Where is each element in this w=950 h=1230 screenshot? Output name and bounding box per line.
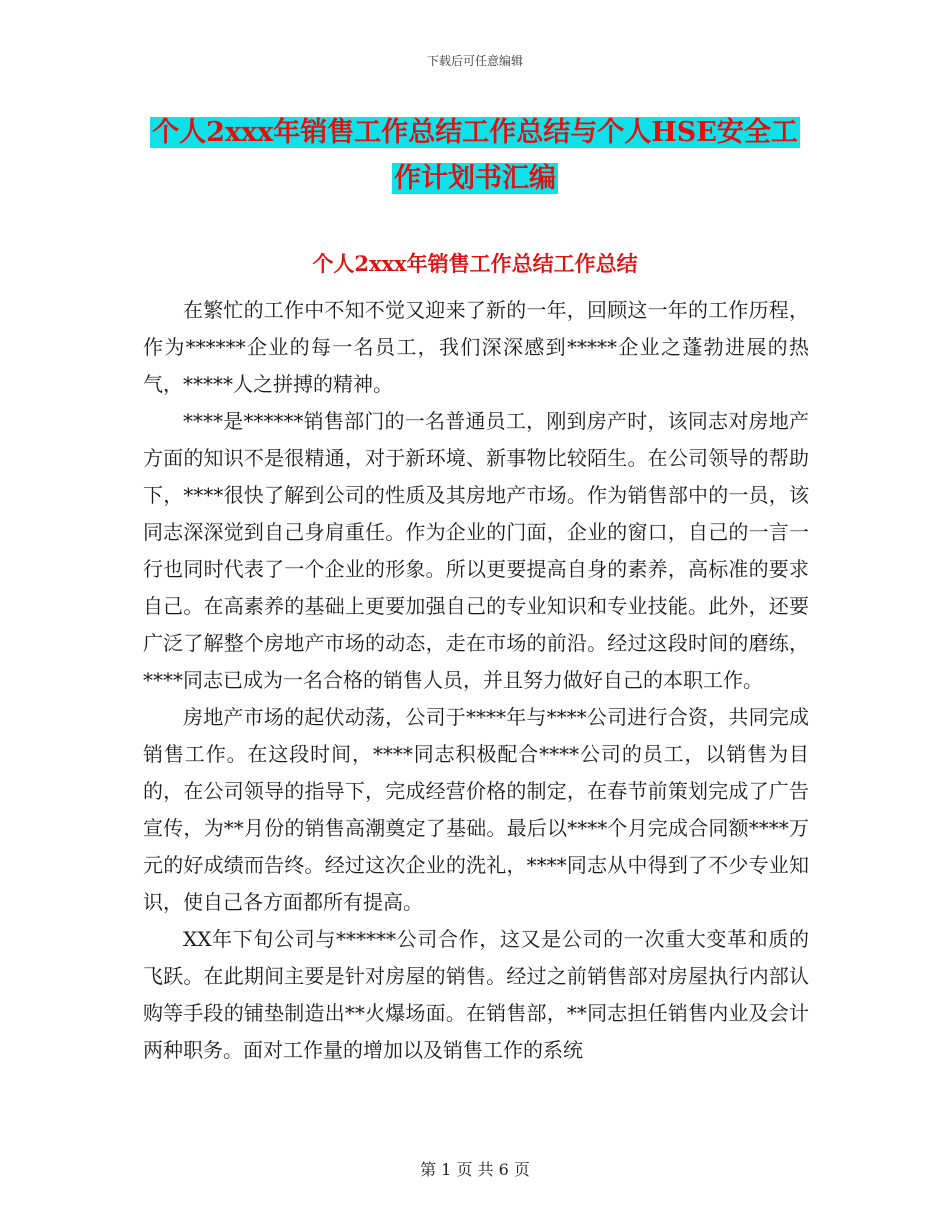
title-line-1: 个人2xxx年销售工作总结工作总结与个人HSE安全工 xyxy=(152,117,798,148)
paragraph: 房地产市场的起伏动荡，公司于****年与****公司进行合资，共同完成销售工作。在这段时间，****同志积极配合****公司的员工，以销售为目的，在公司领导的指导下，完成经营价格的制定，在春节前策划完成了广告宣传，为**月份的销售高潮奠定了基础。最后以****个月完成合同额****万元的好成绩而告终。经过这次企业的洗礼，****同志从中得到了不少专业知识，使自己各方面都所有提高。 xyxy=(143,705,809,914)
title-line-2: 作计划书汇编 xyxy=(394,163,556,194)
body-text xyxy=(143,292,809,1069)
page-footer: 第 1 页 共 6 页 xyxy=(420,1160,530,1179)
section-title: 个人2xxx年销售工作总结工作总结 xyxy=(312,251,638,276)
paragraph: ****是******销售部门的一名普通员工，刚到房产时，该同志对房地产方面的知识不是很精通，对于新环境、新事物比较陌生。在公司领导的帮助下，****很快了解到公司的性质及其房地产市场。作为销售部中的一员，该同志深深觉到自己身肩重任。作为企业的门面，企业的窗口，自己的一言一行也同时代表了一个企业的形象。所以更要提高自身的素养，高标准的要求自己。在高素养的基础上更要加强自己的专业知识和专业技能。此外，还要广泛了解整个房地产市场的动态，走在市场的前沿。经过这段时间的磨练，****同志已成为一名合格的销售人员，并且努力做好自己的本职工作。 xyxy=(143,409,809,692)
header-note: 下载后可任意编辑 xyxy=(426,54,523,68)
paragraph: XX年下旬公司与******公司合作，这又是公司的一次重大变革和质的飞跃。在此期间主要是针对房屋的销售。经过之前销售部对房屋执行内部认购等手段的铺垫制造出**火爆场面。在销售部，**同志担任销售内业及会计两种职务。面对工作量的增加以及销售工作的系统 xyxy=(143,927,809,1062)
paragraph: 在繁忙的工作中不知不觉又迎来了新的一年，回顾这一年的工作历程，作为******企业的每一名员工，我们深深感到*****企业之蓬勃进展的热气，*****人之拼搏的精神。 xyxy=(143,298,809,396)
document-title xyxy=(100,110,850,202)
